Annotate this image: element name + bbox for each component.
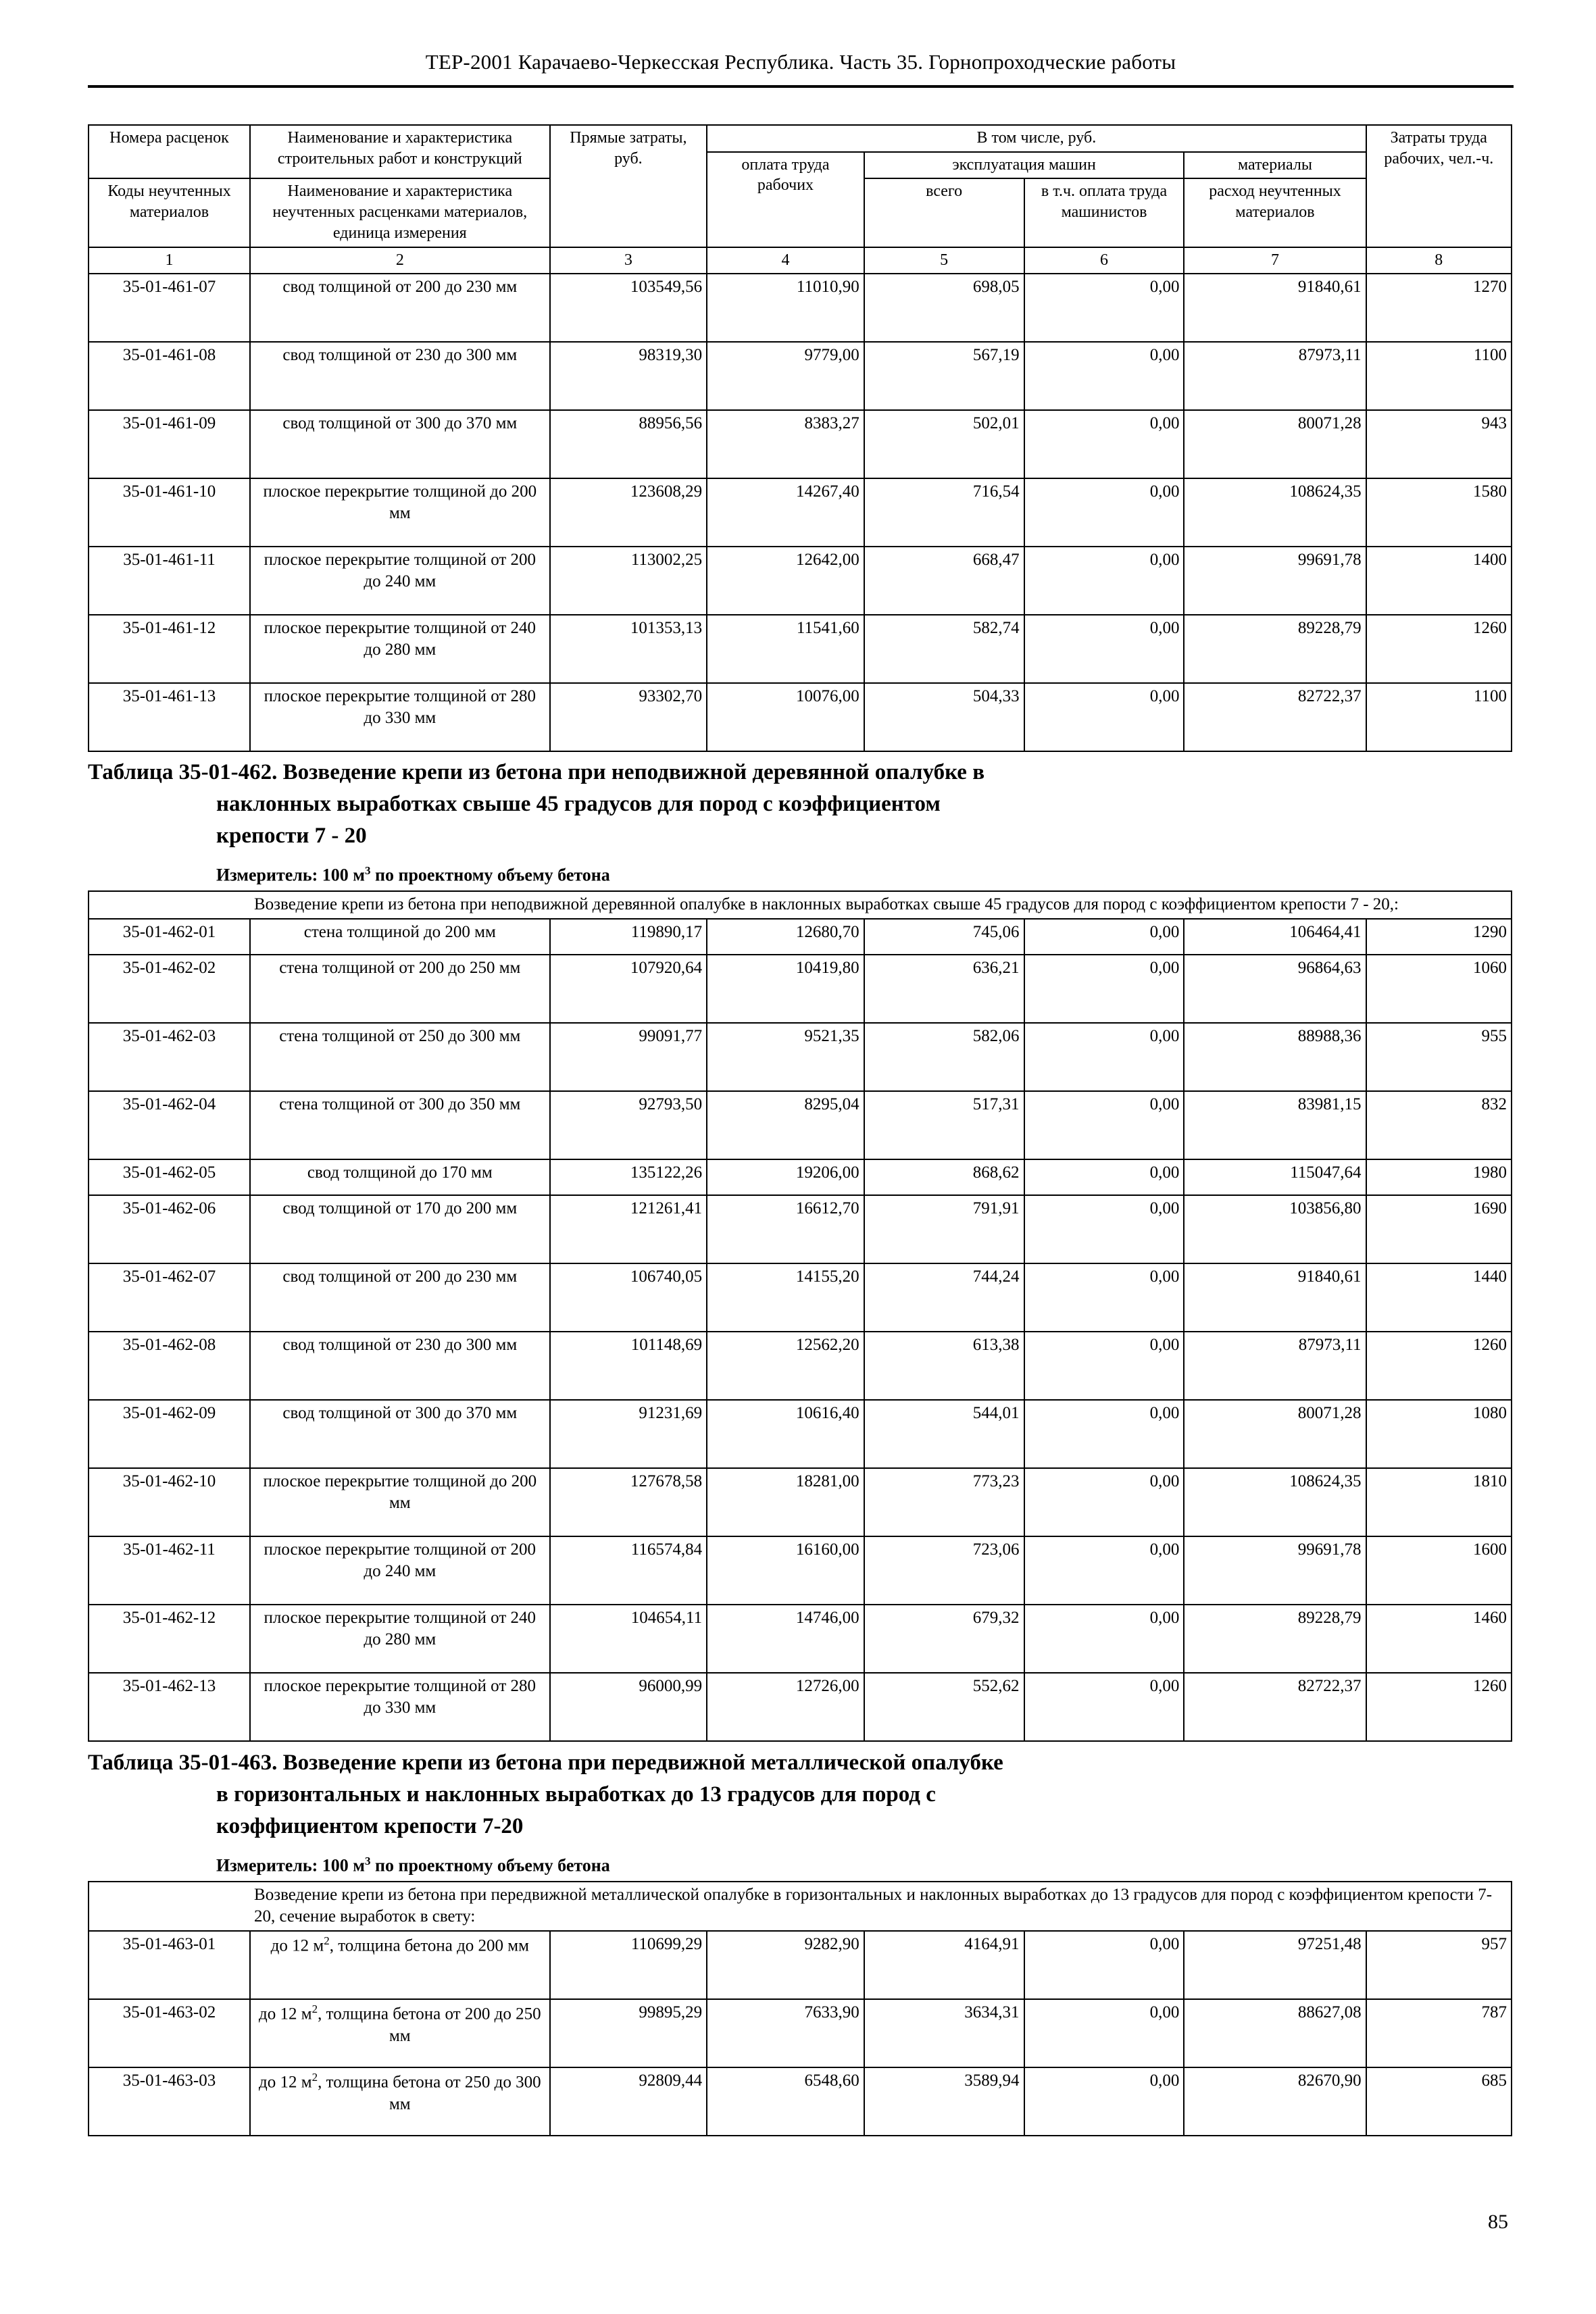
cell-code: 35-01-461-07 — [89, 274, 250, 342]
cell-direct: 121261,41 — [550, 1195, 707, 1263]
cell-machines: 3634,31 — [864, 1999, 1024, 2067]
cell-materials: 82722,37 — [1184, 1673, 1366, 1741]
cell-code: 35-01-461-13 — [89, 683, 250, 751]
cell-code: 35-01-462-11 — [89, 1536, 250, 1605]
table-row — [89, 410, 1512, 478]
cell-direct: 123608,29 — [550, 478, 707, 547]
group-header-text: Возведение крепи из бетона при неподвижной деревянной опалубке в наклонных выработках свыше 45 градусов для пород с коэффициентом крепости 7 - 20,: — [250, 891, 1512, 919]
cell-wages: 8295,04 — [707, 1091, 864, 1159]
table-row — [89, 1159, 1512, 1195]
colnum-4: 4 — [707, 247, 864, 274]
cell-code: 35-01-462-05 — [89, 1159, 250, 1195]
colnum-1: 1 — [89, 247, 250, 274]
cell-materials: 99691,78 — [1184, 1536, 1366, 1605]
cell-machines: 745,06 — [864, 919, 1024, 955]
header-col2-bottom: Наименование и характеристика неучтенных расценками материалов, единица измерения — [250, 178, 550, 247]
cell-name: свод толщиной до 170 мм — [250, 1159, 550, 1195]
cell-materials: 115047,64 — [1184, 1159, 1366, 1195]
header-col1-bottom: Коды неучтенных материалов — [89, 178, 250, 247]
header-machines-total: всего — [864, 178, 1024, 247]
cell-labor: 1080 — [1366, 1400, 1512, 1468]
group-header-row — [89, 891, 1512, 919]
table-462 — [88, 890, 1512, 1742]
cell-code: 35-01-462-12 — [89, 1605, 250, 1673]
cell-name — [250, 1999, 550, 2067]
header-row-1 — [89, 125, 1512, 152]
table-row — [89, 274, 1512, 342]
measure-exponent: 3 — [365, 863, 371, 877]
cell-materials: 103856,80 — [1184, 1195, 1366, 1263]
cell-name-part2: , толщина бетона от 200 до 250 мм — [318, 2005, 541, 2045]
table-462-title-line1: Таблица 35-01-462. Возведение крепи из бетона при неподвижной деревянной опалубке в — [88, 760, 985, 784]
measure-exponent: 3 — [365, 1854, 371, 1867]
cell-direct: 104654,11 — [550, 1605, 707, 1673]
cell-labor: 1400 — [1366, 547, 1512, 615]
running-head: ТЕР-2001 Карачаево-Черкесская Республика. Часть 35. Горнопроходческие работы — [425, 50, 1176, 74]
cell-wages: 9282,90 — [707, 1931, 864, 1999]
cell-machines: 613,38 — [864, 1332, 1024, 1400]
cell-code: 35-01-462-07 — [89, 1263, 250, 1332]
cell-code: 35-01-461-09 — [89, 410, 250, 478]
table-row — [89, 1999, 1512, 2067]
cell-labor: 1690 — [1366, 1195, 1512, 1263]
cell-machinist: 0,00 — [1024, 1263, 1184, 1332]
cell-direct: 92809,44 — [550, 2067, 707, 2136]
group-header-text: Возведение крепи из бетона при передвижной металлической опалубке в горизонтальных и наклонных выработках до 13 градусов для пород с коэффициентом крепости 7-20, сечение выработок в свету: — [250, 1882, 1512, 1931]
cell-name: свод толщиной от 170 до 200 мм — [250, 1195, 550, 1263]
cell-machinist: 0,00 — [1024, 919, 1184, 955]
cell-code: 35-01-463-03 — [89, 2067, 250, 2136]
cell-name — [250, 2067, 550, 2136]
cell-materials: 82722,37 — [1184, 683, 1366, 751]
running-head-rule — [88, 85, 1514, 88]
cell-machinist: 0,00 — [1024, 1931, 1184, 1999]
table-463-block — [88, 1747, 1512, 2136]
table-row — [89, 1536, 1512, 1605]
cell-name-part1: до 12 м — [270, 1936, 324, 1955]
cell-direct: 88956,56 — [550, 410, 707, 478]
cell-code: 35-01-462-13 — [89, 1673, 250, 1741]
cell-machines: 716,54 — [864, 478, 1024, 547]
cell-wages: 14746,00 — [707, 1605, 864, 1673]
column-number-row — [89, 247, 1512, 274]
colnum-5: 5 — [864, 247, 1024, 274]
cell-direct: 92793,50 — [550, 1091, 707, 1159]
cell-machines: 636,21 — [864, 955, 1024, 1023]
table-row — [89, 1332, 1512, 1400]
table-row — [89, 1091, 1512, 1159]
table-462-block — [88, 757, 1512, 1742]
cell-direct: 106740,05 — [550, 1263, 707, 1332]
cell-machinist: 0,00 — [1024, 1605, 1184, 1673]
table-463-title-line3: коэффициентом крепости 7-20 — [216, 1813, 524, 1838]
cell-name: плоское перекрытие толщиной от 280 до 330 мм — [250, 1673, 550, 1741]
cell-machinist: 0,00 — [1024, 615, 1184, 683]
cell-machinist: 0,00 — [1024, 1536, 1184, 1605]
cell-code: 35-01-461-10 — [89, 478, 250, 547]
cell-wages: 14267,40 — [707, 478, 864, 547]
measure-suffix: по проектному объему бетона — [370, 865, 610, 885]
group-header-spacer — [89, 1882, 250, 1931]
cell-labor: 957 — [1366, 1931, 1512, 1999]
cell-machinist: 0,00 — [1024, 547, 1184, 615]
cell-materials: 108624,35 — [1184, 1468, 1366, 1536]
cell-wages: 12726,00 — [707, 1673, 864, 1741]
cell-wages: 10076,00 — [707, 683, 864, 751]
cell-direct: 127678,58 — [550, 1468, 707, 1536]
table-row — [89, 547, 1512, 615]
table-463 — [88, 1881, 1512, 2136]
cell-machines: 552,62 — [864, 1673, 1024, 1741]
cell-name: плоское перекрытие толщиной от 200 до 240 мм — [250, 1536, 550, 1605]
table-462-title — [88, 757, 1512, 852]
measure-prefix: Измеритель: 100 м — [216, 1855, 366, 1876]
cell-direct: 110699,29 — [550, 1931, 707, 1999]
cell-name: плоское перекрытие толщиной от 280 до 330 мм — [250, 683, 550, 751]
cell-labor: 1440 — [1366, 1263, 1512, 1332]
cell-materials: 88627,08 — [1184, 1999, 1366, 2067]
table-462-measure — [216, 864, 1512, 886]
cell-machinist: 0,00 — [1024, 1023, 1184, 1091]
cell-labor: 1100 — [1366, 342, 1512, 410]
cell-name-part1: до 12 м — [259, 2005, 312, 2023]
cell-name-part1: до 12 м — [259, 2073, 312, 2092]
cell-direct: 98319,30 — [550, 342, 707, 410]
cell-materials: 97251,48 — [1184, 1931, 1366, 1999]
cell-machines: 502,01 — [864, 410, 1024, 478]
cell-wages: 19206,00 — [707, 1159, 864, 1195]
cell-machines: 679,32 — [864, 1605, 1024, 1673]
cell-materials: 91840,61 — [1184, 274, 1366, 342]
cell-name: плоское перекрытие толщиной от 240 до 280 мм — [250, 615, 550, 683]
cell-materials: 82670,90 — [1184, 2067, 1366, 2136]
cell-code: 35-01-462-06 — [89, 1195, 250, 1263]
cell-name: плоское перекрытие толщиной от 200 до 240 мм — [250, 547, 550, 615]
cell-materials: 96864,63 — [1184, 955, 1366, 1023]
cell-name: свод толщиной от 300 до 370 мм — [250, 1400, 550, 1468]
cell-wages: 11541,60 — [707, 615, 864, 683]
cell-direct: 103549,56 — [550, 274, 707, 342]
cell-name-part2: , толщина бетона от 250 до 300 мм — [318, 2073, 541, 2113]
cell-code: 35-01-462-04 — [89, 1091, 250, 1159]
cell-wages: 7633,90 — [707, 1999, 864, 2067]
cell-name: плоское перекрытие толщиной от 240 до 280 мм — [250, 1605, 550, 1673]
colnum-8: 8 — [1366, 247, 1512, 274]
table-461-block — [88, 124, 1512, 752]
cell-machinist: 0,00 — [1024, 1332, 1184, 1400]
cell-labor: 832 — [1366, 1091, 1512, 1159]
table-row — [89, 1605, 1512, 1673]
cell-labor: 1600 — [1366, 1536, 1512, 1605]
cell-machines: 517,31 — [864, 1091, 1024, 1159]
cell-name: плоское перекрытие толщиной до 200 мм — [250, 478, 550, 547]
table-463-title-line1: Таблица 35-01-463. Возведение крепи из бетона при передвижной металлической опалубке — [88, 1751, 1003, 1775]
colnum-2: 2 — [250, 247, 550, 274]
cell-name-part2: , толщина бетона до 200 мм — [329, 1936, 529, 1955]
cell-wages: 8383,27 — [707, 410, 864, 478]
cell-materials: 88988,36 — [1184, 1023, 1366, 1091]
cell-machines: 868,62 — [864, 1159, 1024, 1195]
cell-direct: 99895,29 — [550, 1999, 707, 2067]
cell-name-exponent: 2 — [324, 1934, 330, 1948]
header-col1-top: Номера расценок — [89, 125, 250, 178]
cell-direct: 93302,70 — [550, 683, 707, 751]
cell-wages: 12642,00 — [707, 547, 864, 615]
cell-direct: 113002,25 — [550, 547, 707, 615]
cell-machinist: 0,00 — [1024, 1673, 1184, 1741]
table-463-body — [89, 1882, 1512, 2136]
measure-prefix: Измеритель: 100 м — [216, 865, 366, 885]
cell-wages: 10616,40 — [707, 1400, 864, 1468]
header-machines: эксплуатация машин — [864, 152, 1184, 179]
cell-direct: 96000,99 — [550, 1673, 707, 1741]
cell-name: свод толщиной от 200 до 230 мм — [250, 274, 550, 342]
table-row — [89, 1673, 1512, 1741]
cell-code: 35-01-462-02 — [89, 955, 250, 1023]
cell-name: свод толщиной от 300 до 370 мм — [250, 410, 550, 478]
cell-machines: 3589,94 — [864, 2067, 1024, 2136]
table-row — [89, 1468, 1512, 1536]
cell-name: свод толщиной от 230 до 300 мм — [250, 1332, 550, 1400]
cell-name-exponent: 2 — [311, 2003, 318, 2016]
header-materials-use: расход неучтенных материалов — [1184, 178, 1366, 247]
cell-wages: 16160,00 — [707, 1536, 864, 1605]
cell-machinist: 0,00 — [1024, 683, 1184, 751]
colnum-6: 6 — [1024, 247, 1184, 274]
colnum-7: 7 — [1184, 247, 1366, 274]
cell-wages: 12562,20 — [707, 1332, 864, 1400]
header-direct-costs: Прямые затраты, руб. — [550, 125, 707, 247]
table-462-title-line2: наклонных выработках свыше 45 градусов для пород с коэффициентом — [216, 791, 941, 816]
cell-direct: 99091,77 — [550, 1023, 707, 1091]
cell-machinist: 0,00 — [1024, 1468, 1184, 1536]
cell-wages: 10419,80 — [707, 955, 864, 1023]
cell-wages: 12680,70 — [707, 919, 864, 955]
cell-machines: 744,24 — [864, 1263, 1024, 1332]
table-row — [89, 1400, 1512, 1468]
table-row — [89, 683, 1512, 751]
cell-materials: 80071,28 — [1184, 1400, 1366, 1468]
cell-direct: 116574,84 — [550, 1536, 707, 1605]
cell-machinist: 0,00 — [1024, 955, 1184, 1023]
cell-name: свод толщиной от 200 до 230 мм — [250, 1263, 550, 1332]
cell-code: 35-01-462-03 — [89, 1023, 250, 1091]
cell-labor: 1460 — [1366, 1605, 1512, 1673]
cell-machinist: 0,00 — [1024, 1400, 1184, 1468]
cell-labor: 955 — [1366, 1023, 1512, 1091]
page-number: 85 — [1488, 2211, 1508, 2233]
cell-code: 35-01-462-01 — [89, 919, 250, 955]
cell-code: 35-01-463-02 — [89, 1999, 250, 2067]
cell-name — [250, 1931, 550, 1999]
cell-labor: 1260 — [1366, 1332, 1512, 1400]
cell-labor: 1290 — [1366, 919, 1512, 955]
cell-materials: 106464,41 — [1184, 919, 1366, 955]
table-row — [89, 919, 1512, 955]
cell-wages: 11010,90 — [707, 274, 864, 342]
cell-machines: 504,33 — [864, 683, 1024, 751]
cell-materials: 99691,78 — [1184, 547, 1366, 615]
group-header-spacer — [89, 891, 250, 919]
cell-direct: 135122,26 — [550, 1159, 707, 1195]
cell-machinist: 0,00 — [1024, 1195, 1184, 1263]
cell-machines: 773,23 — [864, 1468, 1024, 1536]
cell-code: 35-01-461-12 — [89, 615, 250, 683]
header-in-total: В том числе, руб. — [707, 125, 1366, 152]
table-row — [89, 342, 1512, 410]
cell-machinist: 0,00 — [1024, 1091, 1184, 1159]
cell-machines: 582,74 — [864, 615, 1024, 683]
group-header-row — [89, 1882, 1512, 1931]
cell-direct: 119890,17 — [550, 919, 707, 955]
cell-wages: 18281,00 — [707, 1468, 864, 1536]
table-header — [89, 125, 1512, 274]
cell-code: 35-01-461-08 — [89, 342, 250, 410]
cell-direct: 101148,69 — [550, 1332, 707, 1400]
cell-machines: 567,19 — [864, 342, 1024, 410]
cell-labor: 1980 — [1366, 1159, 1512, 1195]
cell-labor: 1270 — [1366, 274, 1512, 342]
table-461-body — [89, 274, 1512, 751]
measure-suffix: по проектному объему бетона — [370, 1855, 610, 1876]
table-row — [89, 615, 1512, 683]
table-row — [89, 955, 1512, 1023]
cell-machines: 668,47 — [864, 547, 1024, 615]
cell-machines: 582,06 — [864, 1023, 1024, 1091]
cell-machines: 544,01 — [864, 1400, 1024, 1468]
cell-machines: 4164,91 — [864, 1931, 1024, 1999]
header-col2-top: Наименование и характеристика строительных работ и конструкций — [250, 125, 550, 178]
cell-materials: 91840,61 — [1184, 1263, 1366, 1332]
cell-name: стена толщиной от 300 до 350 мм — [250, 1091, 550, 1159]
cell-wages: 9521,35 — [707, 1023, 864, 1091]
table-462-body — [89, 891, 1512, 1741]
cell-labor: 943 — [1366, 410, 1512, 478]
cell-name: стена толщиной до 200 мм — [250, 919, 550, 955]
table-461 — [88, 124, 1512, 752]
table-row — [89, 1931, 1512, 1999]
table-row — [89, 1023, 1512, 1091]
cell-code: 35-01-463-01 — [89, 1931, 250, 1999]
cell-materials: 108624,35 — [1184, 478, 1366, 547]
cell-wages: 14155,20 — [707, 1263, 864, 1332]
table-row — [89, 1263, 1512, 1332]
table-463-title-line2: в горизонтальных и наклонных выработках до 13 градусов для пород с — [216, 1782, 936, 1807]
cell-materials: 89228,79 — [1184, 1605, 1366, 1673]
header-labor-costs: Затраты труда рабочих, чел.-ч. — [1366, 125, 1512, 247]
cell-machines: 698,05 — [864, 274, 1024, 342]
cell-code: 35-01-462-10 — [89, 1468, 250, 1536]
colnum-3: 3 — [550, 247, 707, 274]
cell-direct: 107920,64 — [550, 955, 707, 1023]
cell-direct: 101353,13 — [550, 615, 707, 683]
cell-materials: 83981,15 — [1184, 1091, 1366, 1159]
cell-machinist: 0,00 — [1024, 1999, 1184, 2067]
table-row — [89, 2067, 1512, 2136]
cell-machinist: 0,00 — [1024, 478, 1184, 547]
cell-labor: 1060 — [1366, 955, 1512, 1023]
cell-labor: 787 — [1366, 1999, 1512, 2067]
cell-labor: 1260 — [1366, 615, 1512, 683]
cell-name: свод толщиной от 230 до 300 мм — [250, 342, 550, 410]
cell-direct: 91231,69 — [550, 1400, 707, 1468]
header-materials: материалы — [1184, 152, 1366, 179]
cell-machinist: 0,00 — [1024, 1159, 1184, 1195]
cell-materials: 87973,11 — [1184, 342, 1366, 410]
cell-name: плоское перекрытие толщиной до 200 мм — [250, 1468, 550, 1536]
cell-materials: 89228,79 — [1184, 615, 1366, 683]
header-machinist-wages: в т.ч. оплата труда машинистов — [1024, 178, 1184, 247]
cell-name: стена толщиной от 200 до 250 мм — [250, 955, 550, 1023]
cell-name-exponent: 2 — [311, 2071, 318, 2084]
cell-machinist: 0,00 — [1024, 410, 1184, 478]
cell-labor: 1260 — [1366, 1673, 1512, 1741]
cell-wages: 6548,60 — [707, 2067, 864, 2136]
cell-code: 35-01-461-11 — [89, 547, 250, 615]
table-462-title-line3: крепости 7 - 20 — [216, 823, 367, 848]
table-463-title — [88, 1747, 1512, 1842]
cell-code: 35-01-462-08 — [89, 1332, 250, 1400]
table-row — [89, 1195, 1512, 1263]
cell-machines: 723,06 — [864, 1536, 1024, 1605]
cell-name: стена толщиной от 250 до 300 мм — [250, 1023, 550, 1091]
cell-labor: 1580 — [1366, 478, 1512, 547]
table-463-measure — [216, 1855, 1512, 1876]
cell-machinist: 0,00 — [1024, 342, 1184, 410]
cell-labor: 1100 — [1366, 683, 1512, 751]
cell-labor: 685 — [1366, 2067, 1512, 2136]
cell-machinist: 0,00 — [1024, 2067, 1184, 2136]
cell-wages: 9779,00 — [707, 342, 864, 410]
cell-wages: 16612,70 — [707, 1195, 864, 1263]
cell-materials: 87973,11 — [1184, 1332, 1366, 1400]
cell-materials: 80071,28 — [1184, 410, 1366, 478]
header-worker-wages: оплата труда рабочих — [707, 152, 864, 247]
cell-labor: 1810 — [1366, 1468, 1512, 1536]
cell-code: 35-01-462-09 — [89, 1400, 250, 1468]
cell-machinist: 0,00 — [1024, 274, 1184, 342]
table-row — [89, 478, 1512, 547]
cell-machines: 791,91 — [864, 1195, 1024, 1263]
